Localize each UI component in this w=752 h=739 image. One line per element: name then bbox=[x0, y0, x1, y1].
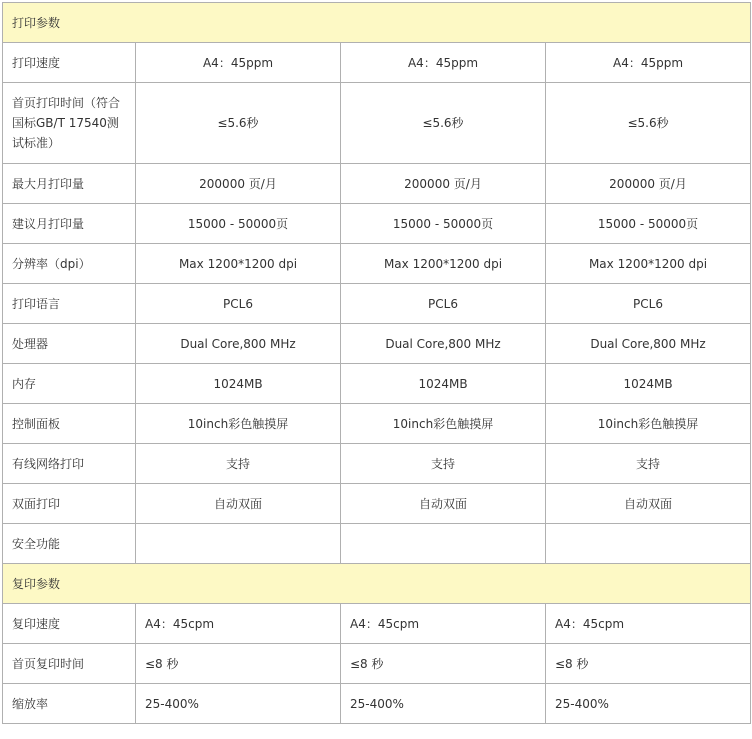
row-label: 首页打印时间（符合国标GB/T 17540测试标准） bbox=[3, 83, 136, 164]
table-row bbox=[3, 484, 751, 524]
row-label: 建议月打印量 bbox=[3, 204, 136, 244]
spec-table bbox=[2, 2, 751, 724]
row-value: 200000 页/月 bbox=[341, 164, 546, 204]
row-value: 支持 bbox=[546, 444, 751, 484]
table-row bbox=[3, 404, 751, 444]
row-value: 15000 - 50000页 bbox=[341, 204, 546, 244]
row-label: 最大月打印量 bbox=[3, 164, 136, 204]
row-label: 处理器 bbox=[3, 324, 136, 364]
row-label: 缩放率 bbox=[3, 684, 136, 724]
row-value: ≤5.6秒 bbox=[136, 83, 341, 164]
row-value: 1024MB bbox=[136, 364, 341, 404]
row-value bbox=[341, 524, 546, 564]
table-row bbox=[3, 204, 751, 244]
row-value: Max 1200*1200 dpi bbox=[341, 244, 546, 284]
row-value: PCL6 bbox=[341, 284, 546, 324]
table-row bbox=[3, 43, 751, 83]
table-row bbox=[3, 364, 751, 404]
row-value: 支持 bbox=[341, 444, 546, 484]
row-value: ≤5.6秒 bbox=[341, 83, 546, 164]
row-value: PCL6 bbox=[546, 284, 751, 324]
row-value: Dual Core,800 MHz bbox=[546, 324, 751, 364]
row-value: Dual Core,800 MHz bbox=[341, 324, 546, 364]
table-row bbox=[3, 684, 751, 724]
row-value: 200000 页/月 bbox=[136, 164, 341, 204]
section-title: 打印参数 bbox=[3, 3, 751, 43]
table-row bbox=[3, 83, 751, 164]
row-label: 复印速度 bbox=[3, 604, 136, 644]
table-row bbox=[3, 324, 751, 364]
row-value: ≤5.6秒 bbox=[546, 83, 751, 164]
row-value: 1024MB bbox=[341, 364, 546, 404]
row-value: A4：45ppm bbox=[136, 43, 341, 83]
row-value: 25-400% bbox=[341, 684, 546, 724]
row-value: 10inch彩色触摸屏 bbox=[546, 404, 751, 444]
row-value: 支持 bbox=[136, 444, 341, 484]
table-row bbox=[3, 164, 751, 204]
row-value: 10inch彩色触摸屏 bbox=[341, 404, 546, 444]
row-label: 内存 bbox=[3, 364, 136, 404]
section-title: 复印参数 bbox=[3, 564, 751, 604]
table-row bbox=[3, 524, 751, 564]
row-value: A4：45cpm bbox=[546, 604, 751, 644]
row-value: A4：45ppm bbox=[341, 43, 546, 83]
row-value: A4：45cpm bbox=[341, 604, 546, 644]
row-value: Max 1200*1200 dpi bbox=[546, 244, 751, 284]
row-value: A4：45ppm bbox=[546, 43, 751, 83]
row-value: Dual Core,800 MHz bbox=[136, 324, 341, 364]
row-label: 打印速度 bbox=[3, 43, 136, 83]
table-row bbox=[3, 604, 751, 644]
row-value: ≤8 秒 bbox=[341, 644, 546, 684]
copy-section-header bbox=[3, 564, 751, 604]
table-row bbox=[3, 644, 751, 684]
table-row bbox=[3, 244, 751, 284]
row-label: 分辨率（dpi） bbox=[3, 244, 136, 284]
row-value: 25-400% bbox=[546, 684, 751, 724]
table-row bbox=[3, 444, 751, 484]
row-label: 首页复印时间 bbox=[3, 644, 136, 684]
row-value: 1024MB bbox=[546, 364, 751, 404]
row-value: Max 1200*1200 dpi bbox=[136, 244, 341, 284]
row-value: 自动双面 bbox=[136, 484, 341, 524]
row-label: 打印语言 bbox=[3, 284, 136, 324]
row-value: ≤8 秒 bbox=[546, 644, 751, 684]
row-value: 自动双面 bbox=[341, 484, 546, 524]
row-value: 15000 - 50000页 bbox=[546, 204, 751, 244]
row-label: 安全功能 bbox=[3, 524, 136, 564]
row-value: 200000 页/月 bbox=[546, 164, 751, 204]
row-value: 10inch彩色触摸屏 bbox=[136, 404, 341, 444]
row-label: 双面打印 bbox=[3, 484, 136, 524]
row-value: PCL6 bbox=[136, 284, 341, 324]
print-section-header bbox=[3, 3, 751, 43]
row-value: 25-400% bbox=[136, 684, 341, 724]
row-label: 有线网络打印 bbox=[3, 444, 136, 484]
row-value: A4：45cpm bbox=[136, 604, 341, 644]
row-value: 15000 - 50000页 bbox=[136, 204, 341, 244]
row-value: ≤8 秒 bbox=[136, 644, 341, 684]
row-value: 自动双面 bbox=[546, 484, 751, 524]
row-value bbox=[136, 524, 341, 564]
row-value bbox=[546, 524, 751, 564]
row-label: 控制面板 bbox=[3, 404, 136, 444]
table-row bbox=[3, 284, 751, 324]
